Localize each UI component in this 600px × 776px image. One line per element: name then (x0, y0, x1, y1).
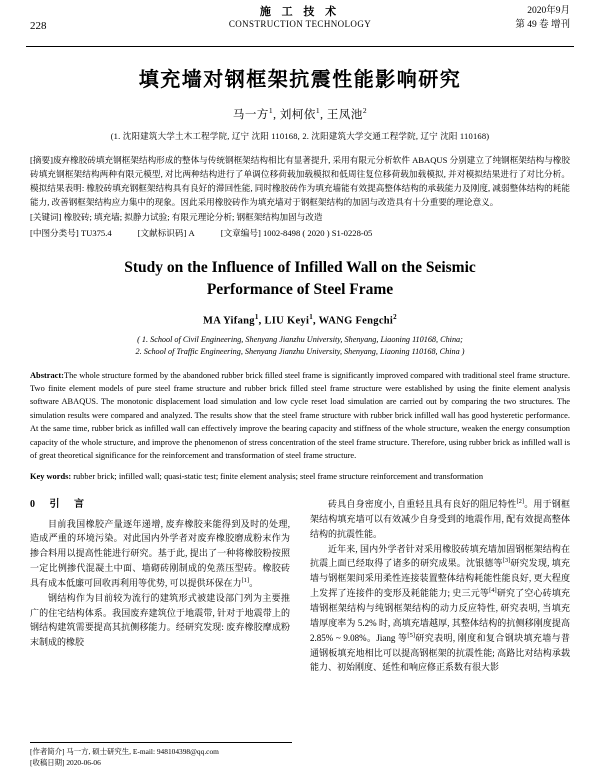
doc-group (138, 227, 195, 241)
doc-value: A (188, 227, 195, 238)
abstract-en-text: The whole structure formed by the abandoned rubber brick filled steel frame is significantly improved compared with traditional steel frame structure. Two finite element models of pure steel frame structure and rubber brick filled steel frame structure were established by using the finite element analysis software ABAQUS. The monotonic displacement load simulation and low cycle reset load simulation are carried out by comparing the two structures. The simulation results were compared and analyzed. The results show that the steel frame structure with rubber brick infilled wall has good hysteretic performance. At the same time, rubber brick as infilled wall can effectively improve the bearing capacity and stiffness of the whole structure, weaken the energy consumption capacity of the whole structure, and improve the phenomenon of stress concentration of the steel frame structure. Therefore, using rubber brick as infilled wall is of great theoretical significance for the reinforcement and transformation of steel frame structure. (30, 370, 570, 461)
journal-masthead (30, 6, 570, 29)
article-group (221, 227, 373, 241)
title-block (0, 63, 600, 142)
abstract-cn-text: 废弃橡胶砖填充钢框架结构形成的整体与传统钢框架结构相比有显著提升, 采用有限元分析软件 ABAQUS 分别建立了纯钢框架结构与橡胶砖填充钢框架结构两种有限元模型, 对比两种结构进行了单调位移荷载加载模拟和低周往复位移荷载加载模拟, 并对模拟结果进行了对比分析。模拟结果表明: 橡胶砖填充钢框架结构具有良好的滞回性能, 同时橡胶砖作为填充墙能有效提高整体结构的承载能力及刚度, 减弱整体结构的耗能能力, 改善钢框架结构应力集中的现象。因此采用橡胶砖作为填充墙对于钢框架结构的加固与改造具有十分重要的理论意义。 (30, 155, 570, 207)
abstract-cn (30, 154, 570, 210)
title-block-en (0, 257, 600, 359)
clc-label: [中图分类号] (30, 227, 79, 238)
paragraph-right-2: 近年来, 国内外学者针对采用橡胶砖填充墙加固钢框架结构在抗震上面已经取得了诸多的研究成果。沈银德等[3]研究发现, 填充墙与钢框架间采用柔性连接装置整体结构耗能性能良好, 更大程度上发挥了连接件的变形及耗能能力; 史三元等[4]研究了空心砖填充墙钢框架结构与纯钢框架结构的动力反应特性, 研究表明, 当填充墙厚度率为 5.2% 时, 高填充墙越厚, 其整体结构的抗侧移刚度提高 2.85% ~ 9.08%。Jiang 等[5]研究表明, 刚度和复合钢块填充墙与普通钢板填充地相比可以提高钢框架的抗震性能; 高路比对结构承载能力、初始刚度、延性和响应修正系数有很大影 (310, 543, 570, 673)
author-cn-2: 刘柯依 (279, 109, 316, 121)
journal-name-cn: 施 工 技 术 (259, 6, 341, 18)
article-value: 1002-8498 ( 2020 ) S1-0228-05 (263, 227, 373, 238)
keywords-cn-text: 橡胶砖; 填充墙; 拟静力试验; 有限元理论分析; 钢框架结构加固与改造 (63, 211, 323, 222)
issue-info (515, 5, 570, 33)
author-cn-1: 马一方 (232, 109, 269, 121)
abstract-en-label: Abstract: (30, 370, 64, 380)
page-title: 填充墙对钢框架抗震性能影响研究 (138, 69, 462, 91)
clc-value: TU375.4 (80, 227, 112, 238)
footnote-block (30, 742, 292, 768)
issue-date: 2020年9月 (527, 6, 570, 16)
affiliation-en-line1: ( 1. School of Civil Engineering, Shenyang Jianzhu University, Shenyang, Liaoning 110168, China; (137, 334, 463, 344)
header-divider (26, 46, 574, 47)
issue-volume: 第 49 卷 增刊 (515, 19, 570, 30)
abstract-cn-label: [摘要] (30, 155, 53, 165)
authors-en: MA Yifang$^1$, LIU Keyi$^1$, WANG Fengchi$^2$ (203, 313, 397, 327)
author-en-1: MA Yifang (203, 315, 255, 327)
author-cn-2-sup: 1 (315, 106, 321, 116)
authors-cn: 马一方$^1$, 刘柯依$^1$, 王凤池$^2$ (232, 106, 368, 121)
author-en-1-sup: 1 (254, 313, 259, 322)
keywords-en-label: Key words: (30, 471, 72, 481)
paragraph-left-1: 目前我国橡胶产量逐年递增, 废弃橡胶来能得到及时的处理, 造成严重的环境污染。对此国内外学者对废弃橡胶磨成粉末作为掺合料用以提高性能进行研究。基于此, 提出了一种将橡胶粉按照一定比例掺代混凝土中面、墙砌砖刚制成的免蒸压型砖。橡胶砖具有成本低廉可回收再利用等优势, 可以提供环保在力[1]。 (30, 518, 290, 588)
affiliation-en (0, 334, 600, 359)
paragraph-right-1: 砖具自身密度小, 自重轻且具有良好的阻尼特性[2]。用于钢框架结构填充墙可以有效减少自身受到的地震作用, 配有效提高整体结构的抗震性能。 (310, 498, 570, 539)
clc-group (30, 227, 112, 241)
page-title-en (0, 257, 600, 302)
classification-line (30, 227, 570, 241)
keywords-en (30, 470, 570, 483)
abstract-en (30, 369, 570, 463)
article-label: [文章编号] (220, 227, 261, 238)
author-cn-3: 王凤池 (326, 109, 363, 121)
doc-label: [文献标识码] (137, 227, 187, 238)
keywords-en-text: rubber brick; infilled wall; quasi-static test; finite element analysis; steel frame structure reinforcement and transformation (73, 471, 484, 481)
abstract-en-block (30, 369, 570, 484)
body-column-left (30, 497, 290, 675)
paragraph-left-2: 钢结构作为目前较为流行的建筑形式被建设部门列为主要推广的住宅结构体系。我国废弃建筑位于地震带, 针对于地震带上的钢结构建筑需要提高其抗侧移能力。经研究发现: 废弃橡胶摩成粉末制成的橡胶 (30, 592, 290, 648)
affiliation-cn: (1. 沈阳建筑大学土木工程学院, 辽宁 沈阳 110168, 2. 沈阳建筑大学交通工程学院, 辽宁 沈阳 110168) (110, 131, 490, 141)
author-en-3: WANG Fengchi (318, 315, 394, 327)
section-title: 引 言 (49, 499, 90, 511)
author-en-3-sup: 2 (393, 313, 397, 322)
affiliation-en-line2: 2. School of Traffic Engineering, Shenyang Jianzhu University, Shenyang, Liaoning 110168, China ) (135, 347, 465, 357)
page-header (0, 0, 600, 44)
author-bio: [作者简介] 马一方, 硕士研究生, E-mail: 948104398@qq.com (30, 746, 219, 756)
received-date: [收稿日期] 2020-06-06 (30, 757, 101, 767)
body-columns (30, 497, 570, 675)
section-number: 0 (30, 499, 41, 511)
page-title-en-line2: Performance of Steel Frame (206, 281, 394, 298)
journal-name-en: CONSTRUCTION TECHNOLOGY (228, 18, 372, 29)
keywords-cn (30, 211, 570, 225)
page-number: 228 (30, 20, 47, 32)
body-column-right (310, 497, 570, 675)
author-cn-3-sup: 2 (362, 106, 368, 116)
keywords-cn-label: [关键词] (30, 211, 62, 222)
author-en-2-sup: 1 (309, 313, 313, 322)
page-title-en-line1: Study on the Influence of Infilled Wall on the Seismic (124, 258, 476, 276)
author-cn-1-sup: 1 (268, 106, 274, 116)
abstract-cn-block (30, 154, 570, 241)
author-en-2: LIU Keyi (264, 315, 310, 327)
section-heading (30, 497, 290, 514)
